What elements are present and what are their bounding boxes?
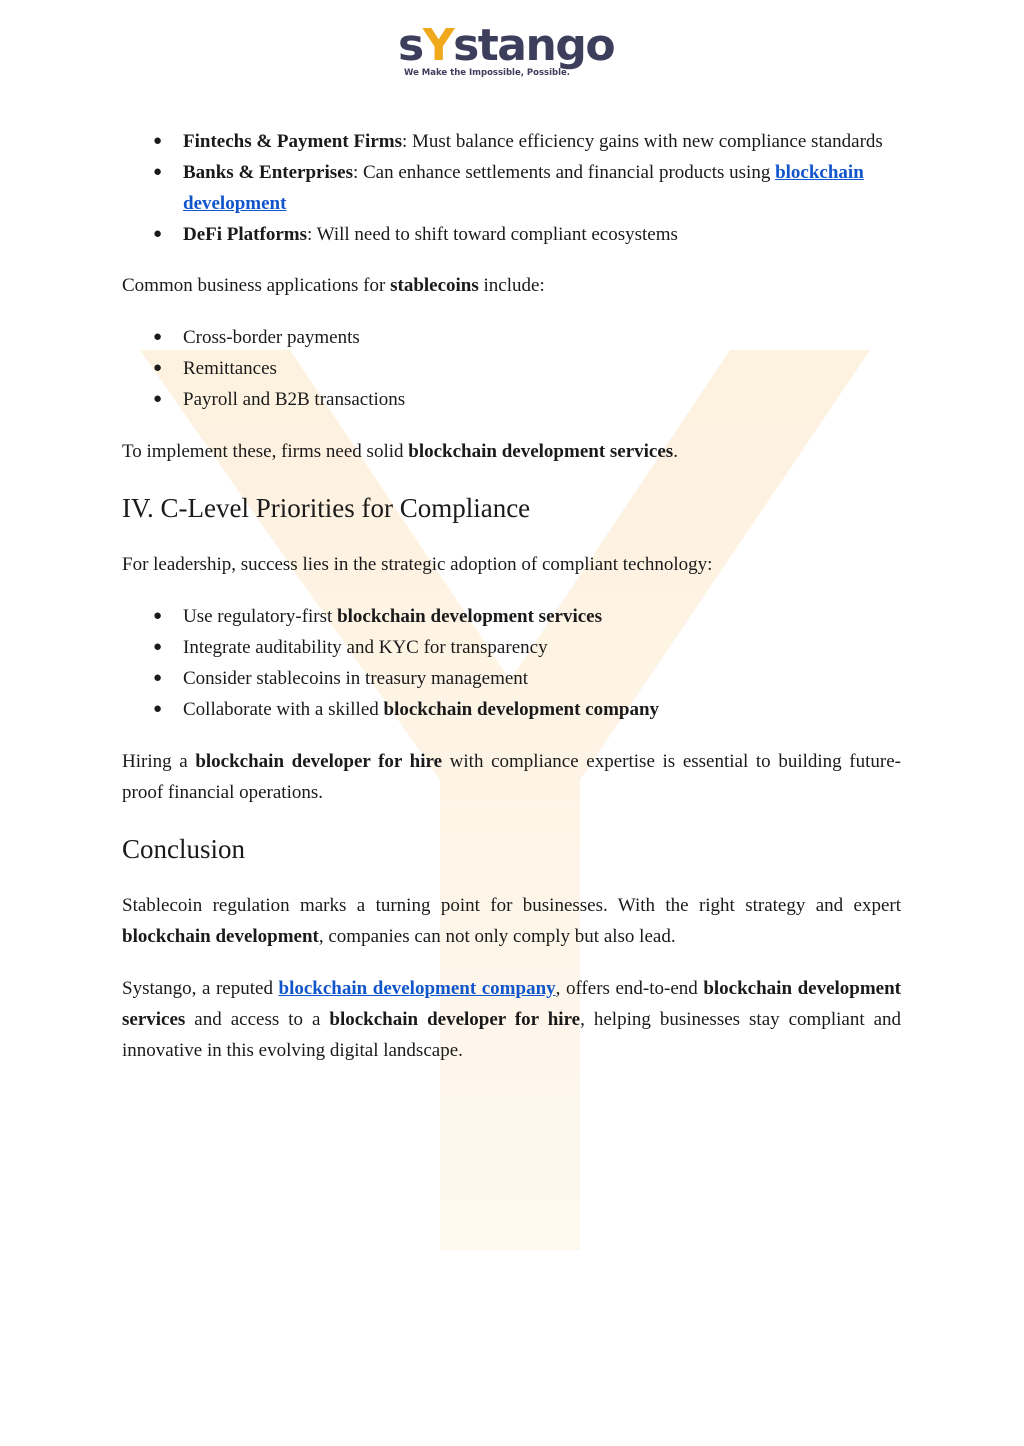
blockchain-development-link[interactable]: blockchain development xyxy=(183,162,864,214)
applications-list xyxy=(122,322,901,415)
list-item: ● DeFi Platforms: Will need to shift toward compliant ecosystems xyxy=(122,219,901,250)
logo-wordmark: sYstango xyxy=(398,20,615,71)
section-heading-conclusion: Conclusion xyxy=(122,834,246,864)
applications-paragraph: Common business applications for stablecoins include: xyxy=(122,275,545,296)
list-item: ● Integrate auditability and KYC for transparency xyxy=(122,632,901,663)
list-item: ● Fintechs & Payment Firms: Must balance efficiency gains with new compliance standards xyxy=(122,126,901,157)
list-item: ● Use regulatory-first blockchain development services xyxy=(122,601,901,632)
hiring-paragraph: Hiring a blockchain developer for hire with compliance expertise is essential to building future-proof financial operations. xyxy=(122,751,901,803)
list-item: ● Remittances xyxy=(122,353,901,384)
leadership-paragraph: For leadership, success lies in the strategic adoption of compliant technology: xyxy=(122,554,713,575)
conclusion-paragraph-2: Systango, a reputed blockchain development company, offers end-to-end blockchain development services and access to a blockchain developer for hire, helping businesses stay compliant and innovative in this evolving digital landscape. xyxy=(122,978,902,1061)
section-heading-priorities: IV. C-Level Priorities for Compliance xyxy=(122,493,531,523)
conclusion-paragraph-1: Stablecoin regulation marks a turning point for businesses. With the right strategy and expert blockchain development, companies can not only comply but also lead. xyxy=(122,895,901,947)
systango-logo xyxy=(398,20,628,86)
priorities-list xyxy=(122,601,901,725)
blockchain-development-company-link[interactable]: blockchain development company xyxy=(278,978,556,999)
list-item: ● Consider stablecoins in treasury management xyxy=(122,663,901,694)
document-body xyxy=(122,126,901,1066)
list-item: ● Banks & Enterprises: Can enhance settlements and financial products using blockchain development xyxy=(122,157,901,219)
list-item: ● Cross-border payments xyxy=(122,322,901,353)
list-item: ● Collaborate with a skilled blockchain development company xyxy=(122,694,901,725)
stakeholder-list xyxy=(122,126,901,250)
logo-tagline: We Make the Impossible, Possible. xyxy=(404,68,570,78)
list-item: ● Payroll and B2B transactions xyxy=(122,384,901,415)
implement-paragraph: To implement these, firms need solid blockchain development services. xyxy=(122,441,678,462)
